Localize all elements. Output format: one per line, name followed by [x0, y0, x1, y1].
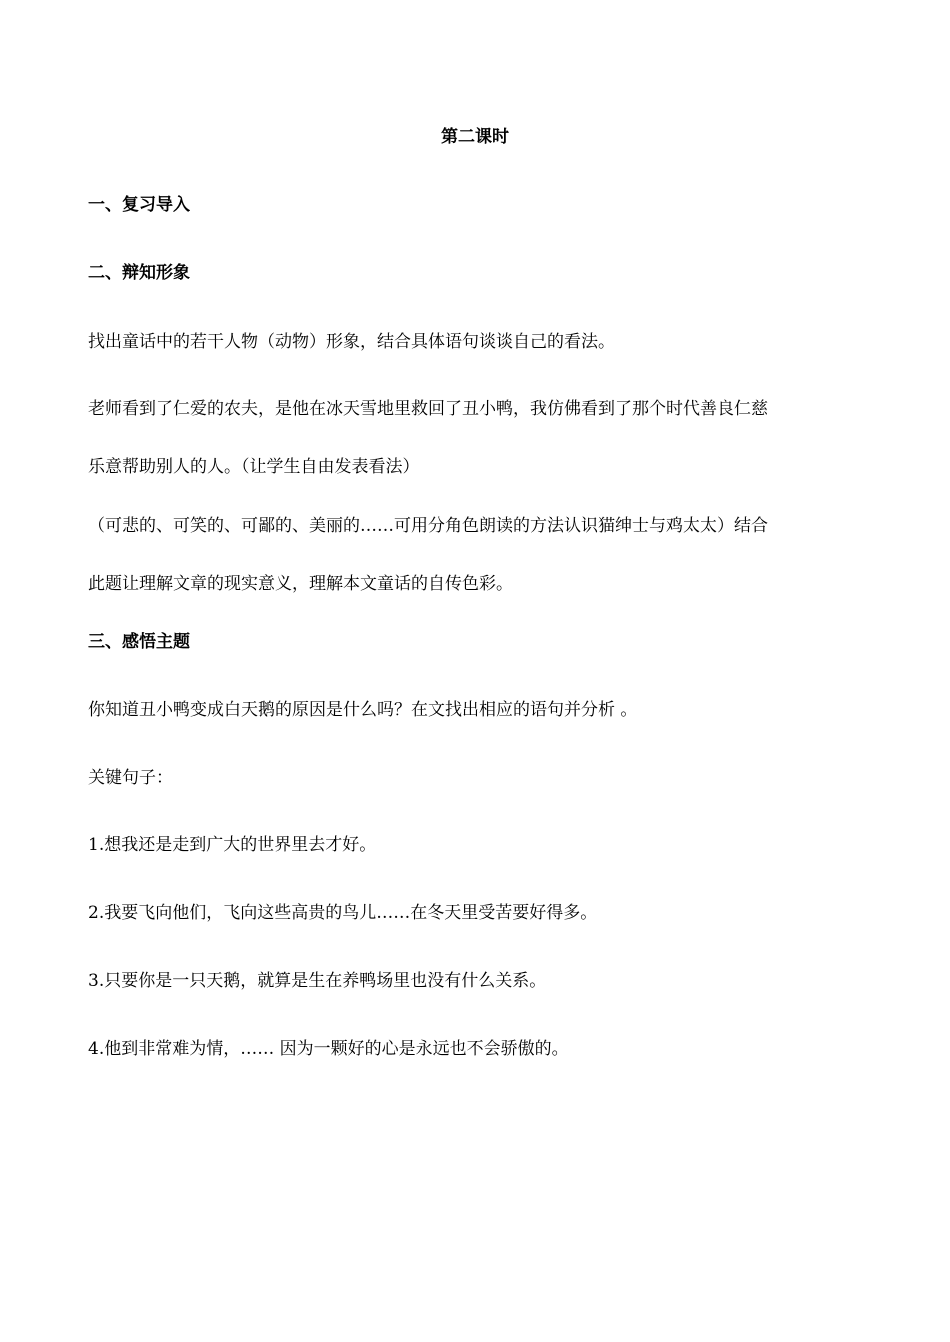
key-sentences-label: 关键句子：	[88, 768, 173, 788]
key-sentence-item: 3.只要你是一只天鹅，就算是生在养鸭场里也没有什么关系。	[88, 971, 547, 991]
paragraph-line: 老师看到了仁爱的农夫，是他在冰天雪地里救回了丑小鸭，我仿佛看到了那个时代善良仁慈	[88, 399, 768, 419]
paragraph-line: （可悲的、可笑的、可鄙的、美丽的……可用分角色朗读的方法认识猫绅士与鸡太太）结合	[88, 516, 768, 536]
paragraph-line: 此题让理解文章的现实意义，理解本文童话的自传色彩。	[88, 574, 513, 594]
key-sentence-item: 1.想我还是走到广大的世界里去才好。	[88, 835, 377, 855]
section-heading-theme: 三、感悟主题	[88, 632, 190, 652]
paragraph-character-traits	[88, 513, 858, 597]
paragraph-line: 乐意帮助别人的人。（让学生自由发表看法）	[88, 457, 420, 477]
page-title: 第二课时	[441, 127, 509, 147]
section-heading-review: 一、复习导入	[88, 195, 190, 215]
key-sentence-item: 4.他到非常难为情，…… 因为一颗好的心是永远也不会骄傲的。	[88, 1039, 569, 1059]
paragraph-question: 你知道丑小鸭变成白天鹅的原因是什么吗？在文找出相应的语句并分析 。	[88, 700, 638, 720]
section-heading-characters: 二、辩知形象	[88, 263, 190, 283]
paragraph-teacher-view	[88, 396, 858, 480]
key-sentence-item: 2.我要飞向他们，飞向这些高贵的鸟儿……在冬天里受苦要好得多。	[88, 903, 598, 923]
paragraph-instruction: 找出童话中的若干人物（动物）形象，结合具体语句谈谈自己的看法。	[88, 332, 615, 352]
